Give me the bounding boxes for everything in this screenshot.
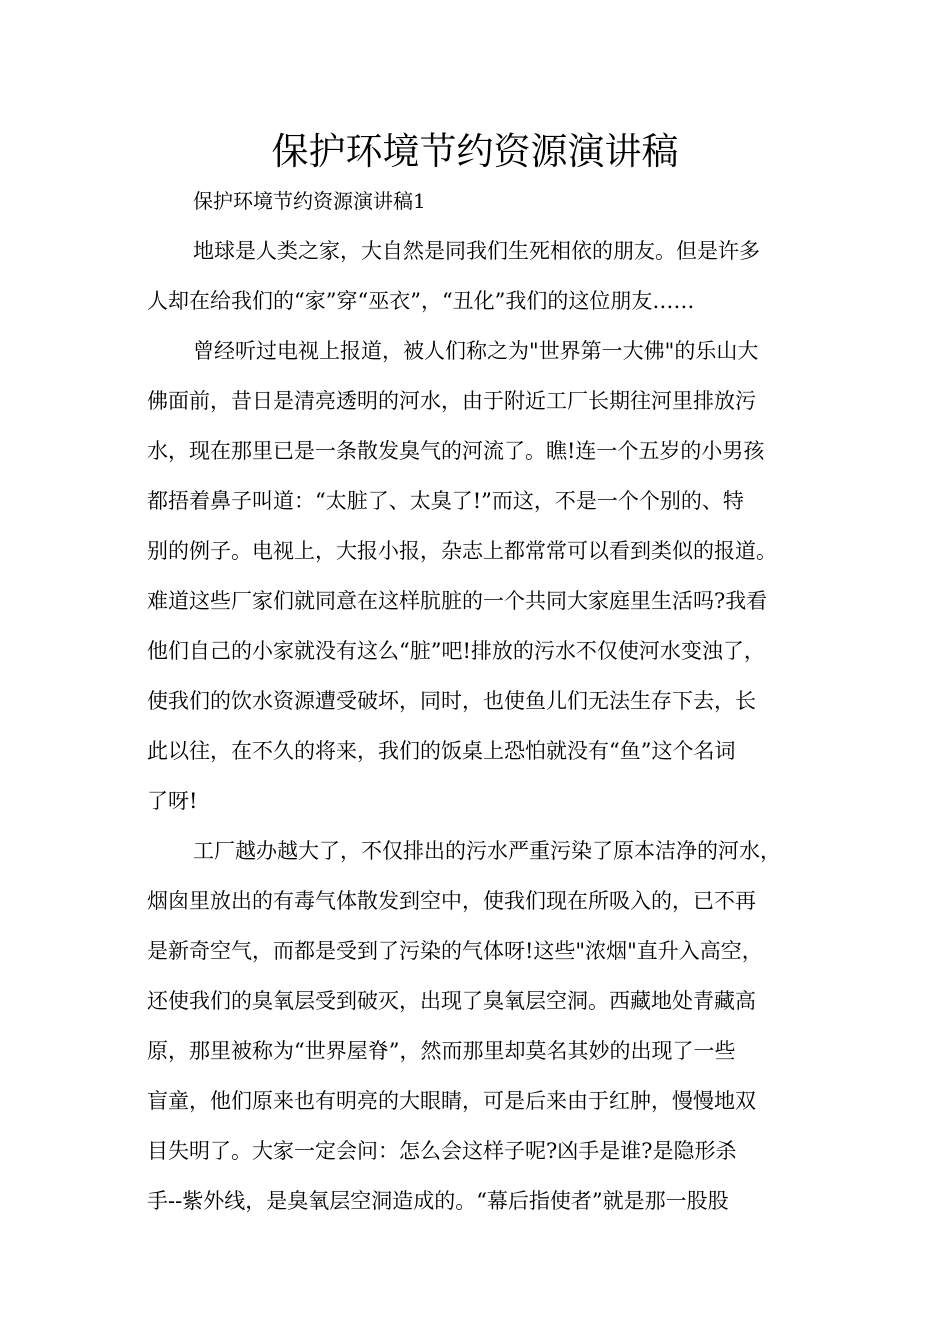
body-line: 原，那里被称为“世界屋脊”，然而那里却莫名其妙的出现了一些 [147, 1039, 736, 1063]
body-line: 是新奇空气，而都是受到了污染的气体呀!这些"浓烟"直升入高空， [147, 939, 763, 963]
document-title: 保护环境节约资源演讲稿 [271, 130, 679, 173]
body-line: 水，现在那里已是一条散发臭气的河流了。瞧!连一个五岁的小男孩 [147, 439, 765, 463]
body-line: 人却在给我们的“家”穿“巫衣”，“丑化”我们的这位朋友…… [147, 289, 695, 313]
body-line: 还使我们的臭氧层受到破灭，出现了臭氧层空洞。西藏地处青藏高 [147, 989, 756, 1013]
body-line: 工厂越办越大了，不仅排出的污水严重污染了原本洁净的河水， [193, 839, 781, 863]
body-line: 都捂着鼻子叫道：“太脏了、太臭了!”而这，不是一个个别的、特 [147, 489, 744, 513]
body-line: 别的例子。电视上，大报小报，杂志上都常常可以看到类似的报道。 [147, 539, 777, 563]
body-line: 目失明了。大家一定会问：怎么会这样子呢?凶手是谁?是隐形杀 [147, 1139, 737, 1163]
body-line: 难道这些厂家们就同意在这样肮脏的一个共同大家庭里生活吗?我看 [147, 589, 768, 613]
body-line: 曾经听过电视上报道，被人们称之为"世界第一大佛"的乐山大 [193, 339, 759, 363]
body-line: 佛面前，昔日是清亮透明的河水，由于附近工厂长期往河里排放污 [147, 389, 756, 413]
body-line: 手--紫外线，是臭氧层空洞造成的。“幕后指使者”就是那一股股 [147, 1189, 729, 1213]
body-line: 使我们的饮水资源遭受破坏，同时，也使鱼儿们无法生存下去，长 [147, 689, 756, 713]
body-line: 了呀! [147, 789, 198, 813]
body-line: 地球是人类之家，大自然是同我们生死相依的朋友。但是许多 [193, 239, 760, 263]
body-line: 盲童，他们原来也有明亮的大眼睛，可是后来由于红肿，慢慢地双 [147, 1089, 756, 1113]
body-line: 烟囱里放出的有毒气体散发到空中，使我们现在所吸入的，已不再 [147, 889, 756, 913]
body-line: 他们自己的小家就没有这么“脏”吧!排放的污水不仅使河水变浊了， [147, 639, 765, 663]
document-subtitle: 保护环境节约资源演讲稿1 [193, 189, 426, 213]
body-line: 此以往，在不久的将来，我们的饭桌上恐怕就没有“鱼”这个名词 [147, 739, 736, 763]
